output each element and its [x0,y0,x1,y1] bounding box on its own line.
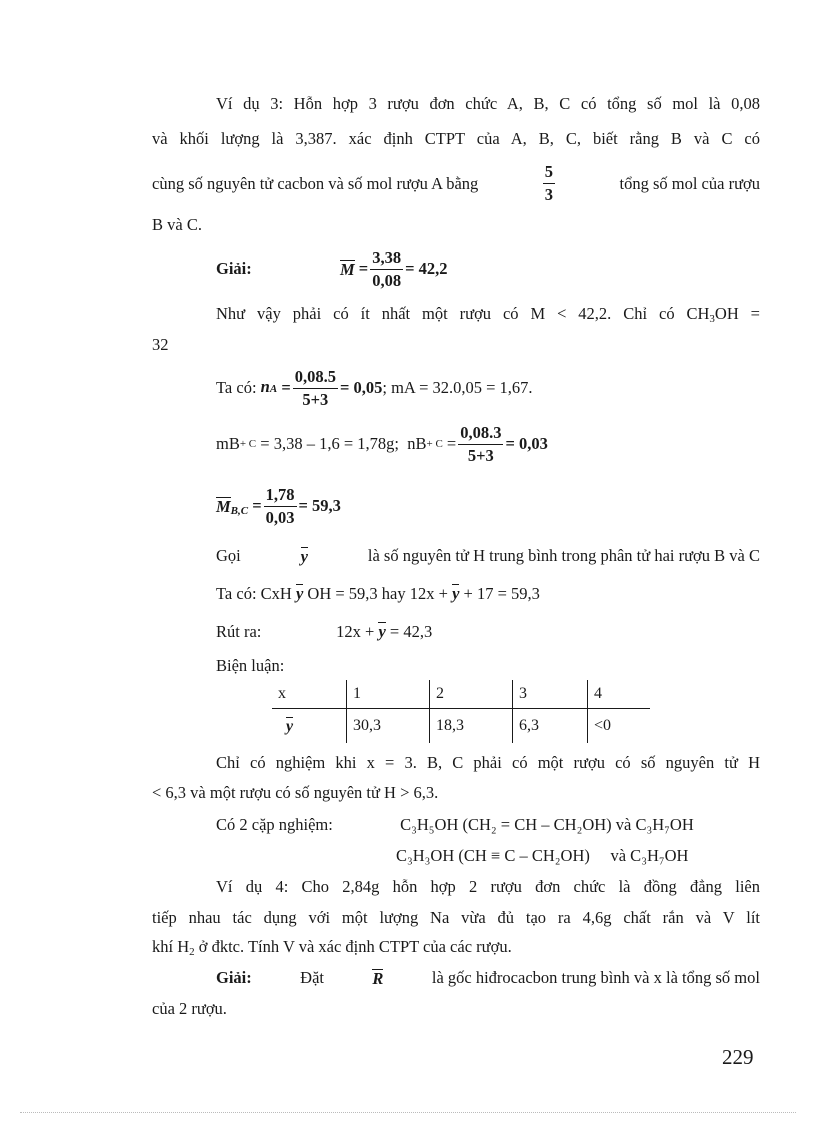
page-number: 229 [722,1045,754,1069]
rut-ra-a: 12x + [336,622,375,641]
fraction-m-bc [264,485,297,528]
solution-label: Giải: [216,259,252,278]
table-cell: 3 [513,680,588,709]
table-cell: 2 [430,680,513,709]
rut-ra-line [216,622,432,642]
rut-ra-label: Rút ra: [216,622,262,641]
page-bottom-divider [20,1112,796,1113]
fraction-n-a [293,367,338,410]
solution-giai-row [216,245,447,293]
table-cell: 6,3 [513,709,588,744]
table-cell: 18,3 [430,709,513,744]
ta-co-2-a: Ta có: CxH [216,584,292,603]
table-cell: <0 [588,709,651,744]
fraction-denominator: 3 [544,185,554,204]
goi-text-b: là số nguyên tử H trung bình trong phân tử hai rượu B và C [367,546,760,565]
m-bc-row [216,477,341,535]
fraction-m-average [370,248,403,291]
example4-line5: của 2 rượu. [152,999,227,1018]
goi-text-a: Gọi [216,546,241,565]
fraction-numerator: 1,78 [264,485,297,507]
rut-ra-b: = 42,3 [389,622,433,641]
table-cell: 30,3 [347,709,430,744]
ta-co-2-line [216,584,540,604]
example4-line4-b: là gốc hiđrocacbon trung bình và x là tổng số mol [431,968,760,987]
pairs-label: Có 2 cặp nghiệm: [216,815,333,834]
equals-sign: = [248,496,262,515]
example4-giai-label: Giải: [216,968,252,987]
example3-line3-text-b: tổng số mol của rượu [619,173,760,193]
example3-line3-text-a: cùng số nguyên tử cacbon và số mol rượu A bằng [152,173,479,193]
ta-co-2-b: OH = 59,3 hay 12x + [307,584,448,603]
equals-sign: = [446,434,457,453]
y-bar-symbol: y [300,547,308,566]
pairs-line1 [216,815,694,835]
fraction-denominator: 0,03 [265,507,295,527]
result-value: = 42,2 [405,259,448,278]
result-value: = 0,03 [505,434,548,453]
table-row-x [272,680,650,709]
r-bar-symbol: R [372,969,384,988]
fraction-denominator: 5+3 [302,389,329,409]
pairs-line2: C₃H₃OH (CH ≡ C – CH₂OH) và C₃H₇OH [396,846,689,865]
example4-line4 [216,968,760,988]
ta-co-label: Ta có: [216,378,257,397]
nhu-vay-text: Như vậy phải có ít nhất một rượu có M < 42,2. Chỉ có CH [216,304,710,323]
mbc-rest: = 3,38 – 1,6 = 1,78g; [260,434,399,453]
m-bar-symbol: M [340,260,355,279]
fraction-denominator: 0,08 [372,270,402,290]
equals-sign: = [277,378,291,397]
goi-line [216,546,760,566]
pair-one: C₃H₅OH (CH₂ = CH – CH₂OH) và C₃H₇OH [400,815,694,834]
ta-co-2-c: + 17 = 59,3 [463,584,540,603]
y-bar-symbol: y [378,622,386,641]
example3-line4: B và C. [152,215,202,234]
nhu-vay-line [216,304,760,324]
example3-line3 [152,162,760,205]
table-cell: x [278,685,286,702]
fraction-numerator: 0,08.5 [293,367,338,389]
result-value: = 0,05 [339,378,383,397]
bien-luan-table [272,680,650,743]
example3-line1: Ví dụ 3: Hỗn hợp 3 rượu đơn chức A, B, C có tổng số mol là 0,08 [216,94,760,113]
equals-sign: = [354,259,369,278]
conclusion-line2: < 6,3 và một rượu có số nguyên tử H > 6,3. [152,783,439,802]
example3-line2: và khối lượng là 3,387. xác định CTPT của A, B, C, biết rằng B và C có [152,129,760,148]
ch3oh-tail: OH = [714,304,760,323]
nbc-text: nB [407,434,427,453]
m-bc-subscript: B,C [230,505,249,517]
mbc-text: mB [216,434,240,453]
subscript: 2 [189,946,195,958]
example4-line1: Ví dụ 4: Cho 2,84g hỗn hợp 2 rượu đơn chức là đồng đẳng liên [216,877,760,896]
bien-luan-line: Biện luận: [216,656,285,675]
table-cell [272,709,347,744]
table-cell: 1 [347,680,430,709]
example4-line3-b: ở đktc. Tính V và xác định CTPT của các rượu. [198,937,512,956]
example4-line3-a: khí H [152,937,190,956]
mbc-nbc-row: mB + C = 3,38 – 1,6 = 1,78g; nB + C = $\frac{0,08.3}{5+3}$ = 0,03 [216,420,548,468]
y-bar-symbol: y [452,584,460,603]
fraction-numerator: 3,38 [370,248,403,270]
fraction-numerator: 5 [543,162,555,184]
result-value: = 59,3 [298,496,341,515]
example4-line4-a: Đặt [300,968,324,987]
y-bar-symbol: y [286,717,294,735]
fraction-five-thirds [543,162,555,205]
fraction-denominator: 5+3 [467,445,494,465]
n-a-symbol: nA [260,377,278,396]
table-cell: 4 [588,680,651,709]
example4-line3 [152,937,512,957]
fraction-numerator: 0,08.3 [458,423,503,445]
ta-co-na-row [216,363,533,413]
subscript: 3 [709,313,715,325]
fraction-n-bc [458,423,503,466]
conclusion-line1: Chỉ có nghiệm khi x = 3. B, C phải có một rượu có số nguyên tử H [216,753,760,772]
y-bar-symbol: y [295,584,304,603]
table-row-y [272,709,650,744]
thirty-two-line: 32 [152,335,169,354]
m-bc-bar-symbol: M [216,497,231,516]
example4-line2: tiếp nhau tác dụng với một lượng Na vừa đủ tạo ra 4,6g chất rắn và V lít [152,908,760,927]
m-a-text: ; mA = 32.0,05 = 1,67. [382,378,533,397]
